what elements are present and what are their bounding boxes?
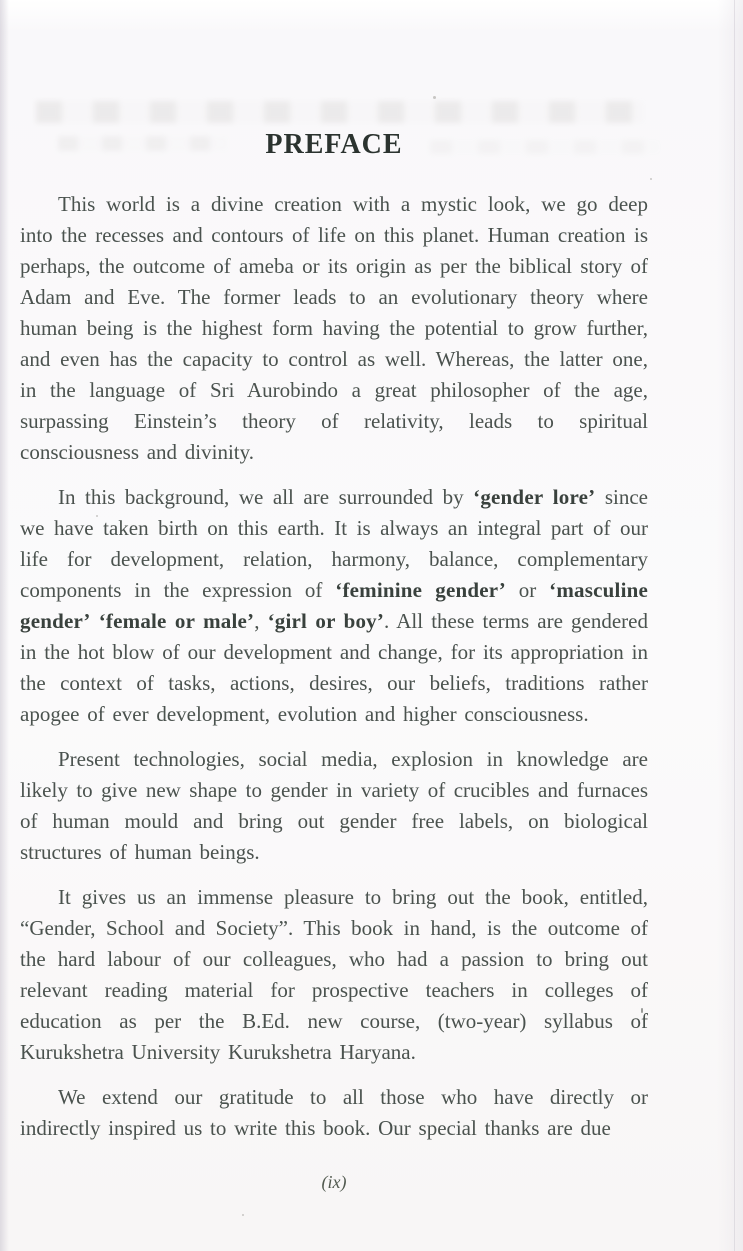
bold-term: ‘masculine gender’ — [20, 578, 648, 633]
paragraph-text: We extend our gratitude to all those who have directly or indirectly inspired us to write this book. Our special thanks are due — [20, 1085, 648, 1140]
bold-term: ‘gender lore’ — [473, 485, 596, 509]
paragraph-text: . All these terms are gendered in the hot blow of our development and change, for its appropriation in the context of tasks, actions, desires, our beliefs, traditions rather apogee of ever development, evolution and higher consciousness. — [20, 609, 648, 726]
scan-speck — [242, 1214, 244, 1216]
paragraph — [20, 882, 648, 1068]
bold-term: ‘girl or boy’ — [267, 609, 385, 633]
paragraph-text: , — [254, 609, 268, 633]
paragraph — [20, 744, 648, 868]
page-edge-line — [734, 0, 735, 1251]
paragraph-text: In this background, we all are surrounded by — [58, 485, 474, 509]
bold-term: ‘female or male’ — [98, 609, 255, 633]
page-edge-left — [0, 0, 9, 1251]
paragraph-text: or — [505, 578, 550, 602]
paragraph — [20, 1082, 648, 1144]
page-number: (ix) — [321, 1172, 347, 1192]
bold-term: ‘feminine gender’ — [335, 578, 506, 602]
paragraph — [20, 189, 648, 468]
paragraph-text: Present technologies, social media, explosion in knowledge are likely to give new shape to gender in variety of crucibles and furnaces of human mould and bring out gender free labels, on biological structures of human beings. — [20, 747, 648, 864]
paragraph-text: This world is a divine creation with a mystic look, we go deep into the recesses and contours of life on this planet. Human creation is perhaps, the outcome of ameba or its origin as per the biblical story of Adam and Eve. The former leads to an evolutionary theory where human being is the highest form having the potential to grow further, and even has the capacity to control as well. Whereas, the latter one, in the language of Sri Aurobindo a great philosopher of the age, surpassing Einstein’s theory of relativity, leads to spiritual consciousness and divinity. — [20, 192, 648, 464]
page-edge-right — [717, 0, 743, 1251]
paragraph-text: It gives us an immense pleasure to bring out the book, entitled, “Gender, School and Society”. This book in hand, is the outcome of the hard labour of our colleagues, who had a passion to bring out relevant reading material for prospective teachers in colleges of education as per the B.Ed. new course, (two-year) syllabus of Kurukshetra University Kurukshetra Haryana. — [20, 885, 648, 1064]
page-title: PREFACE — [265, 129, 403, 160]
preface-body — [20, 189, 648, 1144]
paragraph — [20, 482, 648, 730]
scan-speck — [650, 178, 652, 180]
paragraph-text — [91, 609, 99, 633]
paragraph-text: since we have taken birth on this earth. It is always an integral part of our life for development, relation, harmony, balance, complementary components in the expression of — [20, 485, 649, 602]
page-content — [20, 0, 648, 1158]
